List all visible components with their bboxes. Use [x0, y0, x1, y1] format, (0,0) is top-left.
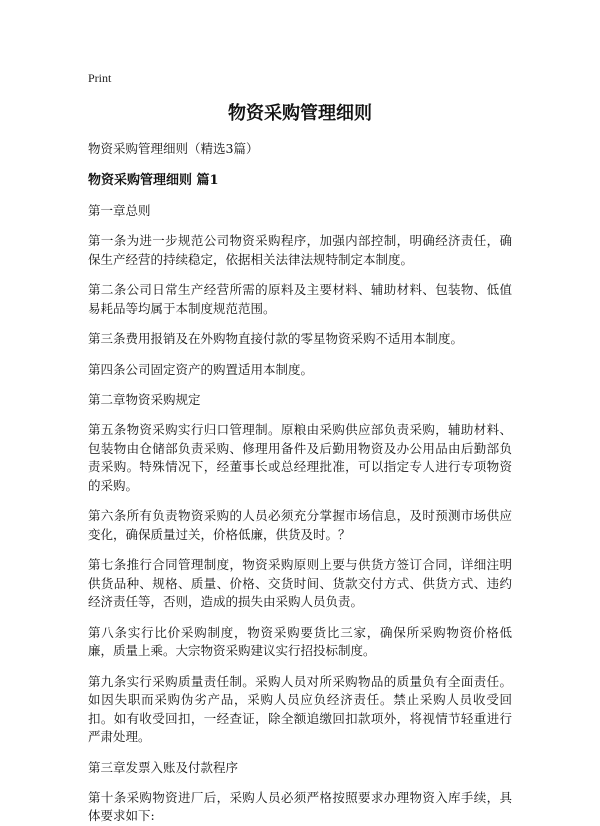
document-title: 物资采购管理细则 [228, 103, 372, 124]
article-10: 第十条采购物资进厂后，采购人员必须严格按照要求办理物资入库手续，具体要求如下: [88, 789, 512, 823]
article-7: 第七条推行合同管理制度，物资采购原则上要与供货方签订合同，详细注明供货品种、规格、质量、价格、交货时间、货款交付方式、供货方式、违约经济责任等，否则，造成的损失由采购人员负责。 [88, 557, 512, 609]
chapter-heading-3: 第三章发票入账及付款程序 [88, 759, 239, 775]
article-2: 第二条公司日常生产经营所需的原料及主要材料、辅助材料、包装物、低值易耗品等均属于本制度规范范围。 [88, 282, 512, 316]
article-3: 第三条费用报销及在外购物直接付款的零星物资采购不适用本制度。 [88, 331, 464, 346]
print-label: Print [88, 71, 112, 85]
article-6: 第六条所有负责物资采购的人员必须充分掌握市场信息，及时预测市场供应变化，确保质量过关，价格低廉，供货及时。？ [88, 508, 512, 542]
section-heading: 物资采购管理细则 篇1 [88, 173, 219, 188]
article-5: 第五条物资采购实行归口管理制。原粮由采购供应部负责采购，辅助材料、包装物由仓储部负责采购、修理用备件及后勤用物资及办公用品由后勤部负责采购。特殊情况下，经董事长或总经理批准，可以指定专人进行专项物资的采购。 [88, 422, 512, 493]
document-subtitle: 物资采购管理细则（精选3篇） [88, 141, 259, 156]
article-8: 第八条实行比价采购制度，物资采购要货比三家，确保所采购物资价格低廉，质量上乘。大宗物资采购建议实行招投标制度。 [88, 624, 512, 658]
article-4: 第四条公司固定资产的购置适用本制度。 [88, 361, 314, 377]
chapter-heading-2: 第二章物资采购规定 [88, 392, 201, 407]
article-9: 第九条实行采购质量责任制。采购人员对所采购物品的质量负有全面责任。如因失职而采购伪劣产品，采购人员应负经济责任。禁止采购人员收受回扣。如有收受回扣，一经查证，除全额追缴回扣款项外，将视情节轻重进行严肃处理。 [88, 673, 512, 744]
article-1: 第一条为进一步规范公司物资采购程序，加强内部控制，明确经济责任，确保生产经营的持续稳定，依据相关法律法规特制定本制度。 [88, 233, 512, 267]
chapter-heading-1: 第一章总则 [88, 203, 151, 218]
